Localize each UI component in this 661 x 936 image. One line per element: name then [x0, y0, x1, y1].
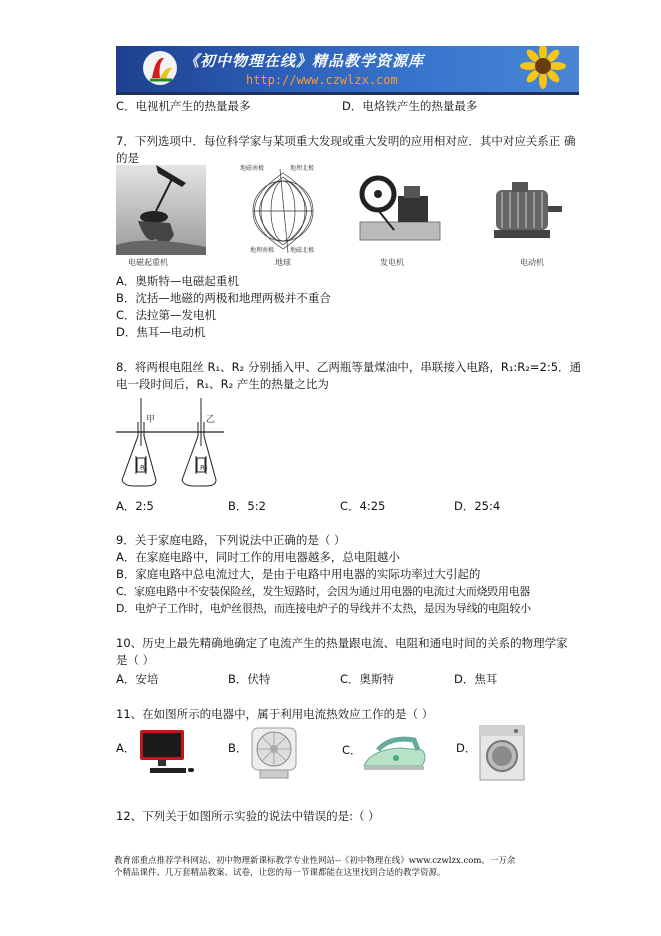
q10-stem-line2: 是（ ） [116, 653, 155, 667]
flask-label-jia: 甲 [146, 415, 156, 425]
q10-stem-line1: 10、历史上最先精确地确定了电流产生的热量跟电流、电阻和通电时间的关系的物理学家 [116, 636, 568, 650]
q7-option-d: D．焦耳—电动机 [116, 325, 206, 339]
q8-option-b: B．5:2 [228, 499, 266, 513]
q6-option-c: C．电视机产生的热量最多 [116, 99, 251, 113]
q7-caption-earth: 地球 [275, 258, 291, 267]
q12-stem: 12、下列关于如图所示实验的说法中错误的是:（ ） [116, 809, 380, 823]
q10-option-b: B．伏特 [228, 672, 271, 686]
q8-stem-line1: 8．将两根电阻丝 R₁、R₂ 分别插入甲、乙两瓶等量煤油中，串联接入电路，R₁:R₂=2:5．通 [116, 360, 582, 374]
two-flasks-diagram [112, 396, 226, 488]
q8-option-d: D．25:4 [454, 499, 501, 513]
flask-label-r2: R₂ [200, 464, 208, 472]
banner-title: 《初中物理在线》精品教学资源库 [184, 52, 425, 70]
page-footer [114, 855, 559, 879]
footer-line1: 教育部重点推荐学科网站、初中物理新课标教学专业性网站--《初中物理在线》www.czwlzx.com。一万余 [114, 856, 516, 866]
q6-option-d: D．电烙铁产生的热量最多 [342, 99, 478, 113]
electric-iron-image [360, 732, 430, 776]
generator-photo [354, 170, 446, 250]
washing-machine-image [478, 724, 526, 782]
electromagnetic-crane-photo [116, 165, 206, 255]
q7-stem-line2: 的是 [116, 151, 139, 165]
flask-label-r1: R₁ [140, 464, 148, 472]
computer-monitor-image [136, 728, 196, 778]
q8-option-a: A．2:5 [116, 499, 154, 513]
globe-label-top-right: 地理北极 [290, 165, 315, 172]
q7-stem-line1: 7．下列选项中．每位科学家与某项重大发现或重大发明的应用相对应．其中对应关系正 确 [116, 134, 576, 148]
q7-option-a: A．奥斯特—电磁起重机 [116, 274, 239, 288]
globe-label-bottom-left: 地理南极 [250, 247, 275, 254]
q11-letter-d: D． [456, 741, 477, 755]
q9-option-c: C．家庭电路中不安装保险丝，发生短路时，会因为通过用电器的电流过大而烧毁用电器 [116, 585, 530, 598]
electric-motor-photo [486, 178, 566, 244]
earth-magnetic-field-diagram [236, 163, 330, 255]
q11-letter-a: A． [116, 741, 136, 755]
q7-option-b: B．沈括—地磁的两极和地理两极并不重合 [116, 291, 331, 305]
q7-caption-motor: 电动机 [520, 258, 544, 267]
q11-letter-b: B． [228, 741, 248, 755]
q8-option-c: C．4:25 [340, 499, 386, 513]
electric-fan-image [248, 726, 300, 780]
q9-option-d: D．电炉子工作时，电炉丝很热，而连接电炉子的导线并不太热，是因为导线的电阻较小 [116, 602, 531, 615]
site-logo-icon [142, 50, 178, 86]
q8-stem-line2: 电一段时间后，R₁、R₂ 产生的热量之比为 [116, 377, 329, 391]
q9-option-b: B．家庭电路中总电流过大，是由于电路中用电器的实际功率过大引起的 [116, 567, 481, 581]
q7-caption-generator: 发电机 [380, 258, 404, 267]
q10-option-c: C．奥斯特 [340, 672, 395, 686]
flask-label-yi: 乙 [206, 415, 216, 425]
footer-line2: 个精品课件、几万套精品教案、试卷，让您的每一节课都能在这里找到合适的教学资源。 [114, 868, 446, 878]
banner-url[interactable]: http://www.czwlzx.com [246, 73, 398, 87]
q9-stem: 9．关于家庭电路，下列说法中正确的是（ ） [116, 533, 346, 547]
q7-caption-crane: 电磁起重机 [128, 258, 168, 267]
header-rule [116, 94, 579, 95]
q11-letter-c: C． [342, 743, 362, 757]
q11-stem: 11、在如图所示的电器中，属于利用电流热效应工作的是（ ） [116, 707, 434, 721]
q9-option-a: A．在家庭电路中，同时工作的用电器越多，总电阻越小 [116, 550, 400, 564]
q10-option-d: D．焦耳 [454, 672, 498, 686]
globe-label-top-left: 地磁南极 [240, 165, 265, 172]
sunflower-icon [505, 46, 575, 92]
q7-option-c: C．法拉第—发电机 [116, 308, 217, 322]
globe-label-bottom-right: 地磁北极 [290, 247, 315, 254]
q10-option-a: A．安培 [116, 672, 159, 686]
header-banner [116, 46, 579, 94]
